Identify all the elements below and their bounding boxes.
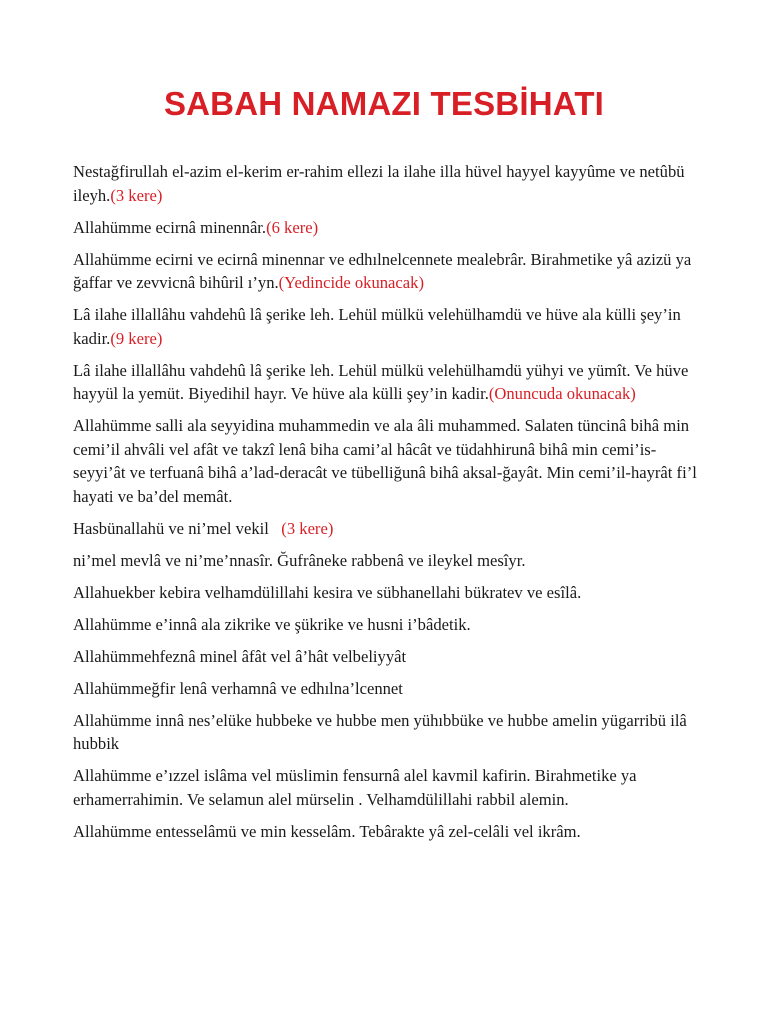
paragraph-text: Allahuekber kebira velhamdülillahi kesira ve sübhanellahi bükratev ve esîlâ. xyxy=(73,582,582,602)
repeat-note: (9 kere) xyxy=(110,328,163,348)
paragraph-text: Lâ ilahe illallâhu vahdehû lâ şerike leh. Lehül mülkü velehülhamdü ve hüve ala külli şey’in kadir. xyxy=(73,305,681,348)
paragraph xyxy=(73,764,698,811)
paragraph-text: Allahümme e’innâ ala zikrike ve şükrike ve husni i’bâdetik. xyxy=(73,614,471,634)
paragraph-text: Allahümme e’ızzel islâma vel müslimin fensurnâ alel kavmil kafirin. Birahmetike ya erhamerrahimin. Ve selamun alel mürselin . Velhamdülillahi rabbil alemin. xyxy=(73,766,637,809)
paragraph-text: Allahümme salli ala seyyidina muhammedin ve ala âli muhammed. Salaten tüncinâ bihâ min cemi’il ahvâli vel afât ve takzî lenâ biha cami’al hâcât ve tüdahhirunâ bihâ min cemi’is-seyyi’ât ve terfuanâ bihâ a’lad-deracât ve tübelliğunâ bihâ aksal-ğayât. Min cemi’il-hayrât fi’l hayati ve ba’del memât. xyxy=(73,416,697,506)
paragraph xyxy=(73,216,698,240)
paragraph xyxy=(73,645,698,669)
paragraph-text: Allahümme innâ nes’elüke hubbeke ve hubbe men yühıbbüke ve hubbe amelin yügarribü ilâ hubbik xyxy=(73,710,687,753)
paragraph xyxy=(73,677,698,701)
paragraph-text: ni’mel mevlâ ve ni’me’nnasîr. Ğufrâneke rabbenâ ve ileykel mesîyr. xyxy=(73,550,526,570)
paragraph xyxy=(73,820,698,844)
paragraph-text: Lâ ilahe illallâhu vahdehû lâ şerike leh. Lehül mülkü velehülhamdü yühyi ve yümît. Ve hüve hayyül la yemüt. Biyedihil hayr. Ve hüve ala külli şey’in kadir. xyxy=(73,360,689,403)
paragraph xyxy=(73,359,698,406)
repeat-note: (3 kere) xyxy=(110,185,163,205)
paragraph xyxy=(73,517,698,541)
paragraph xyxy=(73,581,698,605)
paragraph xyxy=(73,160,698,207)
paragraph-text: Nestağfirullah el-azim el-kerim er-rahim ellezi la ilahe illa hüvel hayyel kayyûme ve netûbü ileyh. xyxy=(73,162,685,205)
paragraph xyxy=(73,248,698,295)
prayer-text xyxy=(73,160,698,852)
repeat-note: (6 kere) xyxy=(266,217,319,237)
paragraph-text: Allahümme ecirni ve ecirnâ minennar ve edhılnelcennete mealebrâr. Birahmetike yâ azizü ya ğaffar ve zevvicnâ bihûril ı’yn. xyxy=(73,249,692,292)
paragraph-text: Allahümme ecirnâ minennâr. xyxy=(73,217,267,237)
repeat-note: (Yedincide okunacak) xyxy=(278,273,424,292)
paragraph-text: Allahümme entesselâmü ve min kesselâm. Tebârakte yâ zel-celâli vel ikrâm. xyxy=(73,821,581,841)
paragraph xyxy=(73,414,698,508)
paragraph-text: Allahümmeğfir lenâ verhamnâ ve edhılna’lcennet xyxy=(73,678,403,698)
page-title: SABAH NAMAZI TESBİHATI xyxy=(163,85,605,122)
paragraph-text: Allahümmehfeznâ minel âfât vel â’hât velbeliyyât xyxy=(73,646,407,666)
paragraph xyxy=(73,549,698,573)
paragraph xyxy=(73,709,698,756)
paragraph xyxy=(73,613,698,637)
paragraph xyxy=(73,303,698,350)
repeat-note: (3 kere) xyxy=(281,518,334,538)
repeat-note: (Onuncuda okunacak) xyxy=(488,384,636,403)
paragraph-text: Hasbünallahü ve ni’mel vekil xyxy=(73,518,282,538)
